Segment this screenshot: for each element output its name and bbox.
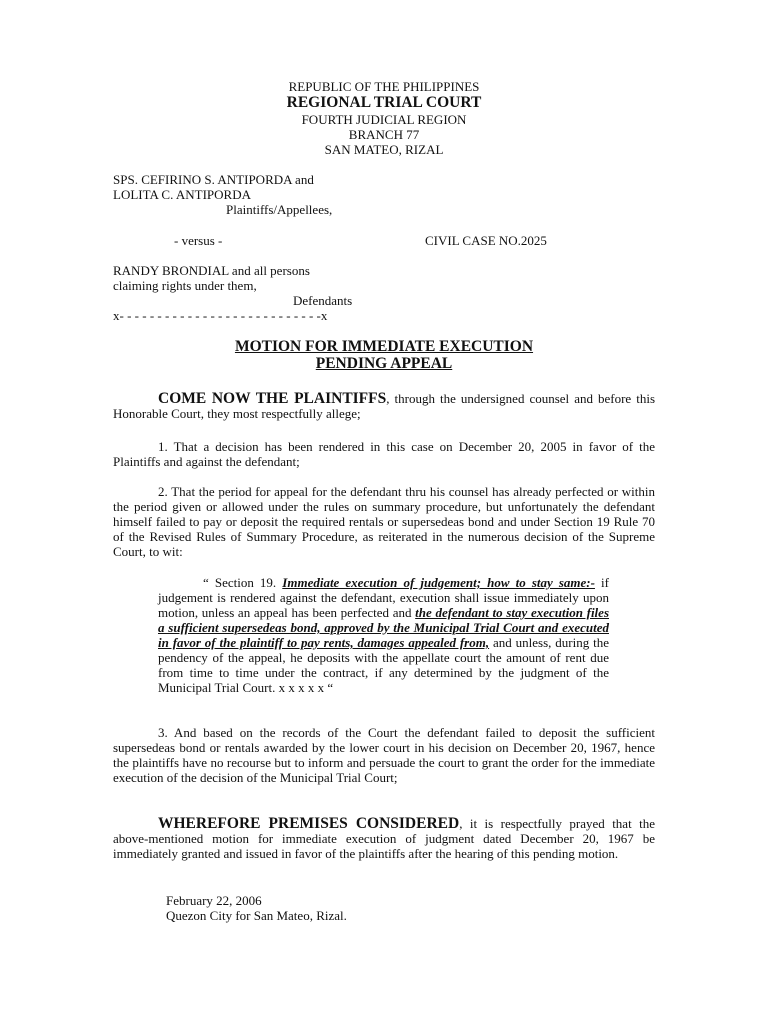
caption-republic: REPUBLIC OF THE PHILIPPINES [288,79,480,94]
defendant-role: Defendants [293,293,353,308]
intro-lead: COME NOW THE PLAINTIFFS [158,390,387,407]
closing-date: February 22, 2006 [166,893,262,908]
intro-text: , through the undersigned counsel and before this Honorable Court, they most respectfully allege; [113,391,655,421]
caption-court: REGIONAL TRIAL COURT [286,94,482,111]
caption-separator: x- - - - - - - - - - - - - - - - - - - - - - - - - - -x [113,308,328,323]
motion-title-line2 [0,356,768,371]
motion-title-text2: PENDING APPEAL [315,355,453,372]
prayer-paragraph [113,816,655,861]
caption-region: FOURTH JUDICIAL REGION [301,112,467,127]
plaintiff-name-line2: LOLITA C. ANTIPORDA [113,187,251,202]
prayer-lead: WHEREFORE PREMISES CONSIDERED [158,815,460,832]
versus-label: - versus - [174,233,223,248]
paragraph-2: 2. That the period for appeal for the defendant thru his counsel has already perfected or within the period given or allowed under the rules on summary procedure, but unfortunately the defendant himself failed to pay or deposit the required rentals or supersedeas bond and under Section 19 Rule 70 of the Revised Rules of Summary Procedure, as reiterated in the numerous decision of the Supreme Court, to wit: [113,484,655,559]
quote-text-1: if judgement is rendered against the defendant, execution shall issue immediately upon motion, unless an appeal has been perfected and [158,575,609,620]
defendant-name-line1: RANDY BRONDIAL and all persons [113,263,310,278]
defendant-name-line2: claiming rights under them, [113,278,257,293]
quote-text-2: and unless, during the pendency of the appeal, he deposits with the appellate court the amount of rent due from time to time under the contract, if any determined by the judgment of the Municipal Trial Court. x x x x x “ [158,635,609,695]
intro-paragraph [113,391,655,421]
paragraph-1: 1. That a decision has been rendered in this case on December 20, 2005 in favor of the Plaintiffs and against the defendant; [113,439,655,469]
paragraph-3: 3. And based on the records of the Court the defendant failed to deposit the sufficient supersedeas bond or rentals awarded by the lower court in his decision on December 20, 1967, hence the plaintiffs have no recourse but to inform and persuade the court to grant the order for the immediate execution of the decision of the Municipal Trial Court; [113,725,655,785]
quote-open: “ Section 19. [203,575,283,590]
closing-place: Quezon City for San Mateo, Rizal. [166,908,347,923]
plaintiff-name-line1: SPS. CEFIRINO S. ANTIPORDA and [113,172,314,187]
quote-emphasis: the defendant to stay execution files a sufficient supersedeas bond, approved by the Municipal Trial Court and executed in favor of the plaintiff to pay rents, damages appealed from, [158,605,609,650]
caption-branch: BRANCH 77 [348,127,420,142]
section-19-quote [158,575,609,695]
case-number: CIVIL CASE NO.2025 [425,233,547,248]
motion-title-text1: MOTION FOR IMMEDIATE EXECUTION [234,338,534,355]
quote-heading: Immediate execution of judgement; how to stay same:- [282,575,595,590]
prayer-text: , it is respectfully prayed that the above-mentioned motion for immediate execution of judgment dated December 20, 1967 be immediately granted and issued in favor of the plaintiffs after the hearing of this pending motion. [113,816,655,861]
motion-title-line1 [0,339,768,354]
plaintiff-role: Plaintiffs/Appellees, [226,202,333,217]
caption-place: SAN MATEO, RIZAL [324,142,444,157]
